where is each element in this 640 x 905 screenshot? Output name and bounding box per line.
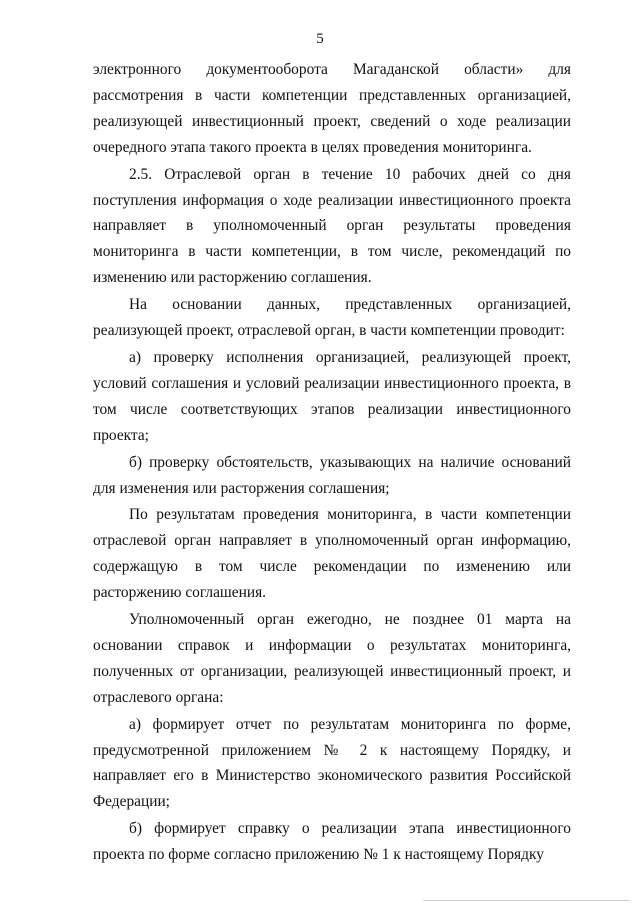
paragraph-continuation: электронного документооборота Магаданской области» для рассмотрения в части компетенции представленных организацией, реализующей инвестиционный проект, сведений о ходе реализации очередного этапа такого проекта в целях проведения мониторинга. [93, 61, 571, 156]
paragraph-2-5: 2.5. Отраслевой орган в течение 10 рабочих дней со дня поступления информация о ходе реализации инвестиционного проекта направляет в уполномоченный орган результаты проведения мониторинга в части компетенции, в том числе, рекомендаций по изменению или расторжению соглашения. [93, 165, 571, 287]
paragraph-monitoring-results: По результатам проведения мониторинга, в части компетенции отраслевой орган направляет в уполномоченный орган информацию, содержащую в том числе рекомендации по изменению или расторжению соглашения. [93, 506, 571, 602]
paragraph-item-a-report: а) формирует отчет по результатам мониторинга по форме, предусмотренной приложением № 2 к настоящему Порядку, и направляет его в Министерство экономического развития Российской Федерации; [93, 715, 571, 811]
page-edge-line [423, 900, 630, 901]
paragraph-item-b-check: б) проверку обстоятельств, указывающих на наличие оснований для изменения или расторжения соглашения; [93, 453, 571, 497]
paragraph-basis: На основании данных, представленных организацией, реализующей проект, отраслевой орган, в части компетенции проводит: [93, 296, 571, 340]
paragraph-item-a-check: а) проверку исполнения организацией, реализующей проект, условий соглашения и условий реализации инвестиционного проекта, в том числе соответствующих этапов реализации инвестиционного проекта; [93, 348, 571, 444]
document-body [93, 57, 571, 868]
paragraph-authorized-body: Уполномоченный орган ежегодно, не позднее 01 марта на основании справок и информации о результатах мониторинга, полученных от организации, реализующей инвестиционный проект, и отраслевого органа: [93, 611, 571, 706]
page-number: 5 [316, 31, 324, 47]
paragraph-item-b-certificate: б) формирует справку о реализации этапа инвестиционного проекта по форме согласно приложению № 1 к настоящему Порядку [93, 820, 571, 864]
